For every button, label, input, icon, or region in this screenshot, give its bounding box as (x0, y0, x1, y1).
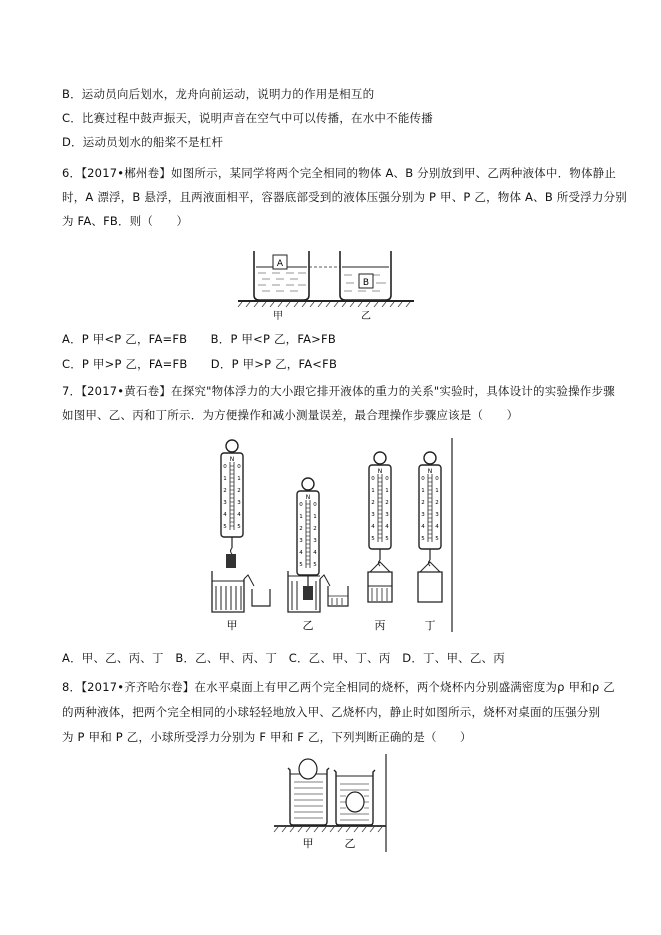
q7-options: A．甲、乙、丙、丁 B．乙、甲、丙、丁 C．乙、甲、丁、丙 D．丁、甲、乙、丙 (62, 651, 505, 665)
caption-yi: 乙 (361, 311, 371, 322)
svg-text:3: 3 (371, 512, 375, 518)
svg-text:0: 0 (223, 464, 227, 470)
q6-stem-line-2: 时，A 漂浮，B 悬浮，且两液面相平，容器底部受到的液体压强分别为 P 甲、P 乙，物体 A、B 所受浮力分别 (62, 190, 627, 204)
svg-text:5: 5 (385, 536, 389, 542)
caption-yi: 乙 (302, 619, 314, 632)
svg-text:5: 5 (421, 536, 425, 542)
svg-text:3: 3 (299, 538, 303, 544)
q7-figure (198, 436, 456, 636)
caption-ding: 丁 (424, 619, 436, 632)
svg-text:2: 2 (385, 500, 389, 506)
bucket-ding (418, 562, 442, 602)
svg-text:4: 4 (313, 550, 317, 556)
svg-text:1: 1 (237, 476, 241, 482)
svg-text:4: 4 (237, 512, 241, 518)
q6-options-cd: C．P 甲>P 乙，FA=FB D．P 甲>P 乙，FA<FB (62, 357, 338, 371)
svg-text:2: 2 (435, 500, 439, 506)
scale-jia (221, 440, 243, 554)
q6-options-ab: A．P 甲<P 乙，FA=FB B．P 甲<P 乙，FA>FB (62, 332, 336, 346)
caption-yi: 乙 (344, 837, 356, 850)
svg-text:3: 3 (421, 512, 425, 518)
svg-text:2: 2 (299, 526, 303, 532)
svg-text:3: 3 (223, 500, 227, 506)
svg-text:4: 4 (371, 524, 375, 530)
svg-text:4: 4 (385, 524, 389, 530)
scale-ding (419, 452, 441, 566)
q8-stem-line-1: 8．【2017•齐齐哈尔卷】在水平桌面上有甲乙两个完全相同的烧杯，两个烧杯内分别盛满密度为ρ 甲和ρ 乙 (62, 680, 615, 694)
svg-text:2: 2 (237, 488, 241, 494)
scale-bing (369, 452, 391, 566)
beaker-yi (334, 770, 375, 825)
q5-option-b: B．运动员向后划水，龙舟向前运动，说明力的作用是相互的 (62, 87, 375, 101)
svg-text:2: 2 (313, 526, 317, 532)
svg-text:N: N (305, 494, 311, 501)
svg-text:2: 2 (223, 488, 227, 494)
q6-figure (236, 243, 416, 323)
svg-text:5: 5 (371, 536, 375, 542)
svg-text:5: 5 (299, 562, 303, 568)
q7-stem-line-2: 如图甲、乙、丙和丁所示．为方便操作和减小测量误差，最合理操作步骤应该是（ ） (62, 408, 519, 422)
svg-text:3: 3 (385, 512, 389, 518)
beaker-jia (288, 759, 329, 825)
q6-stem-line-3: 为 FA、FB．则（ ） (62, 214, 189, 228)
svg-text:1: 1 (299, 514, 303, 520)
svg-text:5: 5 (237, 524, 241, 530)
beaker-yi (288, 571, 348, 612)
svg-text:1: 1 (313, 514, 317, 520)
q7-stem-line-1: 7．【2017•黄石卷】在探究"物体浮力的大小跟它排开液体的重力的关系"实验时，具体设计的实验操作步骤 (62, 384, 615, 398)
q8-figure (270, 752, 392, 856)
svg-text:4: 4 (435, 524, 439, 530)
svg-text:4: 4 (299, 550, 303, 556)
svg-text:2: 2 (421, 500, 425, 506)
caption-jia: 甲 (302, 837, 314, 850)
svg-text:3: 3 (313, 538, 317, 544)
svg-text:0: 0 (421, 476, 425, 482)
container-yi (340, 251, 391, 300)
bucket-bing (368, 562, 392, 602)
q5-option-d: D．运动员划水的船桨不是杠杆 (62, 135, 224, 149)
svg-text:4: 4 (223, 512, 227, 518)
svg-text:2: 2 (371, 500, 375, 506)
caption-jia: 甲 (273, 311, 283, 322)
q8-stem-line-2: 的两种液体，把两个完全相同的小球轻轻地放入甲、乙烧杯内，静止时如图所示，烧杯对桌面的压强分别 (62, 705, 601, 719)
ball-yi (346, 792, 364, 812)
svg-text:3: 3 (435, 512, 439, 518)
svg-text:1: 1 (371, 488, 375, 494)
q8-stem-line-3: 为 P 甲和 P 乙，小球所受浮力分别为 F 甲和 F 乙，下列判断正确的是（ ） (62, 730, 472, 744)
svg-text:N: N (427, 468, 433, 475)
svg-text:N: N (377, 468, 383, 475)
svg-text:4: 4 (421, 524, 425, 530)
svg-text:0: 0 (385, 476, 389, 482)
q5-option-c: C．比赛过程中鼓声振天，说明声音在空气中可以传播，在水中不能传播 (62, 111, 433, 125)
svg-text:1: 1 (421, 488, 425, 494)
svg-text:N: N (229, 456, 235, 463)
svg-text:0: 0 (299, 502, 303, 508)
svg-text:5: 5 (223, 524, 227, 530)
label-a: A (276, 259, 284, 269)
caption-jia: 甲 (226, 619, 238, 632)
svg-text:1: 1 (223, 476, 227, 482)
label-b: B (362, 278, 370, 288)
q6-stem-line-1: 6．【2017•郴州卷】如图所示，某同学将两个完全相同的物体 A、B 分别放到甲、乙两种液体中．物体静止 (62, 166, 617, 180)
caption-bing: 丙 (374, 619, 386, 632)
beaker-jia (212, 554, 270, 612)
scale-yi (297, 478, 319, 592)
svg-text:3: 3 (237, 500, 241, 506)
ball-jia (299, 759, 317, 779)
svg-text:1: 1 (385, 488, 389, 494)
svg-text:0: 0 (435, 476, 439, 482)
container-jia (254, 251, 309, 300)
svg-text:5: 5 (313, 562, 317, 568)
svg-text:0: 0 (313, 502, 317, 508)
svg-text:5: 5 (435, 536, 439, 542)
svg-text:1: 1 (435, 488, 439, 494)
svg-text:0: 0 (371, 476, 375, 482)
svg-text:0: 0 (237, 464, 241, 470)
